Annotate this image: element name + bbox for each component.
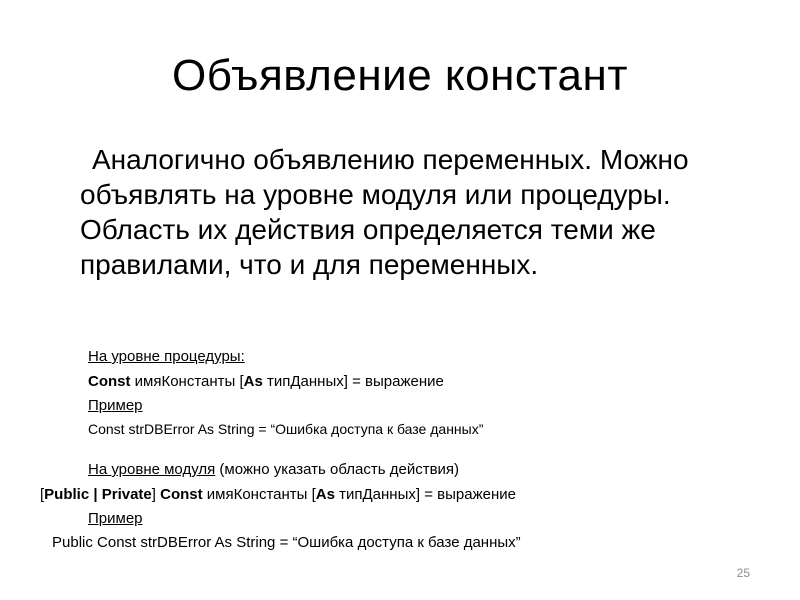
procedure-level-heading <box>88 347 800 367</box>
syntax-pipe: | <box>89 486 102 503</box>
syntax-keyword-public: Public <box>44 486 90 503</box>
syntax-text: типДанных] = выражение <box>334 486 516 503</box>
syntax-text: ] <box>151 486 161 503</box>
example-label: Пример <box>88 510 143 527</box>
example-label: Пример <box>88 397 143 414</box>
syntax-keyword-as: As <box>243 373 263 390</box>
syntax-text: имяКонстанты [ <box>202 486 316 503</box>
module-level-example-label <box>88 509 800 529</box>
syntax-keyword-const: Const <box>88 373 131 390</box>
syntax-keyword-as: As <box>315 486 335 503</box>
syntax-text: [ <box>40 486 45 503</box>
module-level-heading-note: (можно указать область действия) <box>215 461 460 478</box>
procedure-level-syntax <box>88 372 800 392</box>
syntax-text: имяКонстанты [ <box>130 373 244 390</box>
procedure-level-heading-text: На уровне процедуры: <box>88 348 245 365</box>
slide-title: Объявление констант <box>172 51 628 100</box>
module-level-example-code: Public Const strDBError As String = “Ошибка доступа к базе данных” <box>52 534 521 551</box>
module-level-syntax <box>40 485 800 505</box>
module-level-heading-text: На уровне модуля <box>88 461 216 478</box>
syntax-keyword-const: Const <box>160 486 203 503</box>
procedure-level-example-code: Const strDBError As String = “Ошибка доступа к базе данных” <box>88 421 484 437</box>
syntax-text: типДанных] = выражение <box>262 373 444 390</box>
page-number: 25 <box>736 566 750 580</box>
syntax-keyword-private: Private <box>101 486 152 503</box>
module-level-heading <box>88 460 800 480</box>
slide-paragraph: Аналогично объявлению переменных. Можно объявлять на уровне модуля или процедуры. Область их действия определяется теми же правилами, что и для переменных. <box>80 144 689 280</box>
procedure-level-example-label <box>88 396 800 416</box>
